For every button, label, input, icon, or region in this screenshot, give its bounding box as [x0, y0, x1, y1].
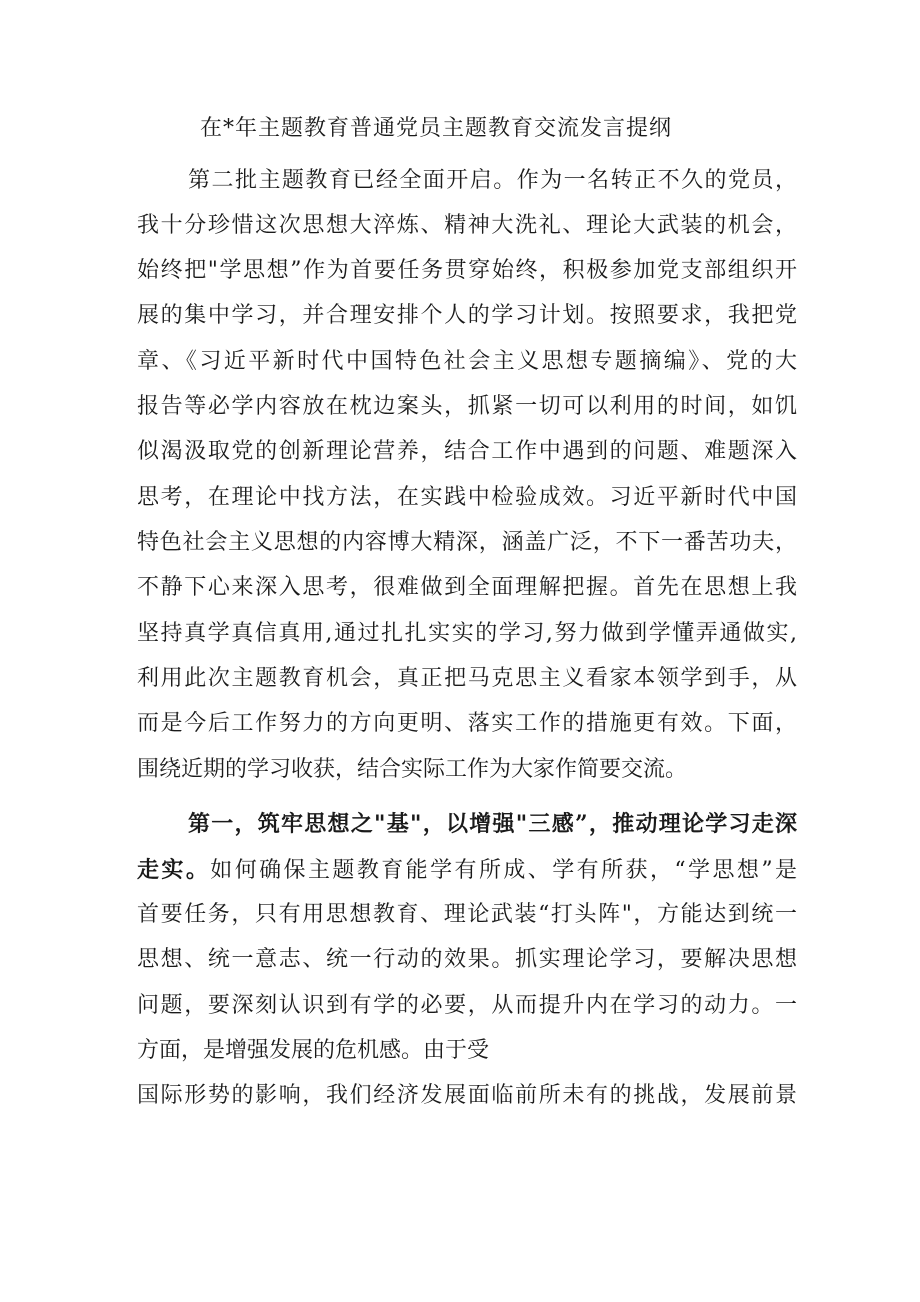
paragraph-1-line-12: 利用此次主题教育机会，真正把马克思主义看家本领学到手，从	[137, 666, 797, 691]
paragraph-1-line-5: 章、《习近平新时代中国特色社会主义思想专题摘编》、党的大	[137, 349, 797, 374]
paragraph-1-line-10: 不静下心来深入思考，很难做到全面理解把握。首先在思想上我	[137, 575, 797, 600]
paragraph-2-line-4: 问题，要深刻认识到有学的必要，从而提升内在学习的动力。一	[137, 993, 797, 1018]
paragraph-2-heading-line-2: 走实。	[137, 857, 211, 883]
paragraph-1-line-7: 似渴汲取党的创新理论营养，结合工作中遇到的问题、难题深入	[137, 439, 797, 464]
document-title: 在*年主题教育普通党员主题教育交流发言提纲	[200, 116, 673, 141]
paragraph-1-line-11: 坚持真学真信真用,通过扎扎实实的学习,努力做到学懂弄通做实,	[137, 621, 797, 646]
paragraph-1-line-9: 特色社会主义思想的内容博大精深，涵盖广泛，不下一番苦功夫，	[137, 530, 797, 555]
paragraph-1-line-8: 思考，在理论中找方法，在实践中检验成效。习近平新时代中国	[137, 485, 797, 510]
paragraph-1-line-14: 围绕近期的学习收获，结合实际工作为大家作简要交流。	[137, 757, 688, 782]
paragraph-1-line-3: 始终把"学思想”作为首要任务贯穿始终，积极参加党支部组织开	[137, 258, 797, 283]
paragraph-2-line-3: 思想、统一意志、统一行动的效果。抓实理论学习，要解决思想	[137, 947, 797, 972]
paragraph-2-body-first: 如何确保主题教育能学有所成、学有所获，“学思想”是	[210, 858, 797, 883]
paragraph-1-line-13: 而是今后工作努力的方向更明、落实工作的措施更有效。下面，	[137, 711, 797, 736]
paragraph-2-line-2: 首要任务，只有用思想教育、理论武装“打头阵"，方能达到统一	[137, 902, 797, 927]
paragraph-1-line-6: 报告等必学内容放在枕边案头，抓紧一切可以利用的时间，如饥	[137, 394, 797, 419]
paragraph-2-line-6: 国际形势的影响，我们经济发展面临前所未有的挑战，发展前景	[137, 1083, 797, 1108]
paragraph-2-line-1	[137, 854, 797, 887]
paragraph-2-heading-line-1: 第一，筑牢思想之"基"，以增强"三感”，推动理论学习走深	[188, 811, 797, 837]
paragraph-1-line-4: 展的集中学习，并合理安排个人的学习计划。按照要求，我把党	[137, 303, 797, 328]
paragraph-1-line-1: 第二批主题教育已经全面开启。作为一名转正不久的党员，	[188, 168, 797, 193]
paragraph-1-line-2: 我十分珍惜这次思想大淬炼、精神大洗礼、理论大武装的机会，	[137, 213, 797, 238]
paragraph-2-line-5: 方面，是增强发展的危机感。由于受	[137, 1038, 490, 1063]
